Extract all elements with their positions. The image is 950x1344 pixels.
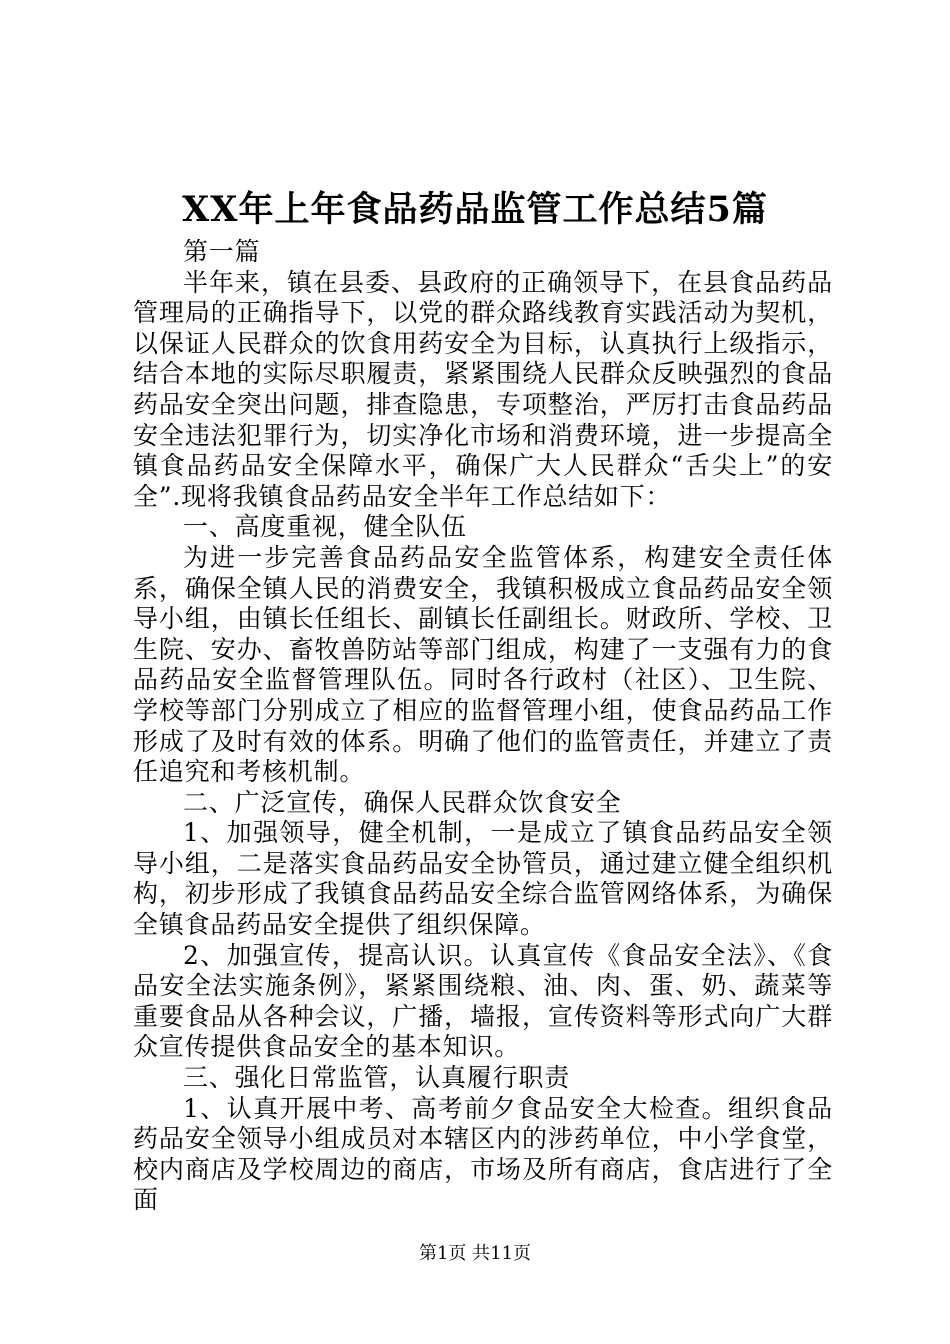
paragraph-leadership: 1、加强领导，健全机制，一是成立了镇食品药品安全领导小组，二是落实食品药品安全协管员，通过建立健全组织机构，初步形成了我镇食品药品安全综合监管网络体系，为确保全镇食品药品安全提供了组织保障。 [133, 818, 833, 940]
section-heading-first: 第一篇 [183, 237, 261, 266]
section-heading-2: 二、广泛宣传，确保人民群众饮食安全 [183, 787, 622, 817]
section-heading-3: 三、强化日常监管，认真履行职责 [183, 1063, 571, 1093]
section-heading-1: 一、高度重视，健全队伍 [183, 512, 467, 542]
paragraph-intro: 半年来，镇在县委、县政府的正确领导下，在县食品药品管理局的正确指导下，以党的群众路线教育实践活动为契机，以保证人民群众的饮食用药安全为目标，认真执行上级指示，结合本地的实际尽职履责，紧紧围绕人民群众反映强烈的食品药品安全突出问题，排查隐患，专项整治，严厉打击食品药品安全违法犯罪行为，切实净化市场和消费环境，进一步提高全镇食品药品安全保障水平，确保广大人民群众“舌尖上”的安全”.现将我镇食品药品安全半年工作总结如下： [133, 267, 833, 511]
paragraph-publicity: 2、加强宣传，提高认识。认真宣传《食品安全法》、《食品安全法实施条例》，紧紧围绕粮、油、肉、蛋、奶、蔬菜等重要食品从各种会议，广播，墙报，宣传资料等形式向广大群众宣传提供食品安全的基本知识。 [133, 940, 833, 1062]
paragraph-inspection: 1、认真开展中考、高考前夕食品安全大检查。组织食品药品安全领导小组成员对本辖区内的涉药单位，中小学食堂，校内商店及学校周边的商店，市场及所有商店，食店进行了全面 [133, 1093, 833, 1215]
document-title: XX年上年食品药品监管工作总结5篇 [182, 189, 768, 230]
page-footer: 第1页 共11页 [418, 1243, 532, 1264]
paragraph-team: 为进一步完善食品药品安全监管体系，构建安全责任体系，确保全镇人民的消费安全，我镇积极成立食品药品安全领导小组，由镇长任组长、副镇长任副组长。财政所、学校、卫生院、安办、畜牧兽防站等部门组成，构建了一支强有力的食品药品安全监督管理队伍。同时各行政村（社区）、卫生院、学校等部门分别成立了相应的监督管理小组，使食品药品工作形成了及时有效的体系。明确了他们的监管责任，并建立了责任追究和考核机制。 [133, 542, 833, 787]
document-body [133, 237, 833, 1216]
